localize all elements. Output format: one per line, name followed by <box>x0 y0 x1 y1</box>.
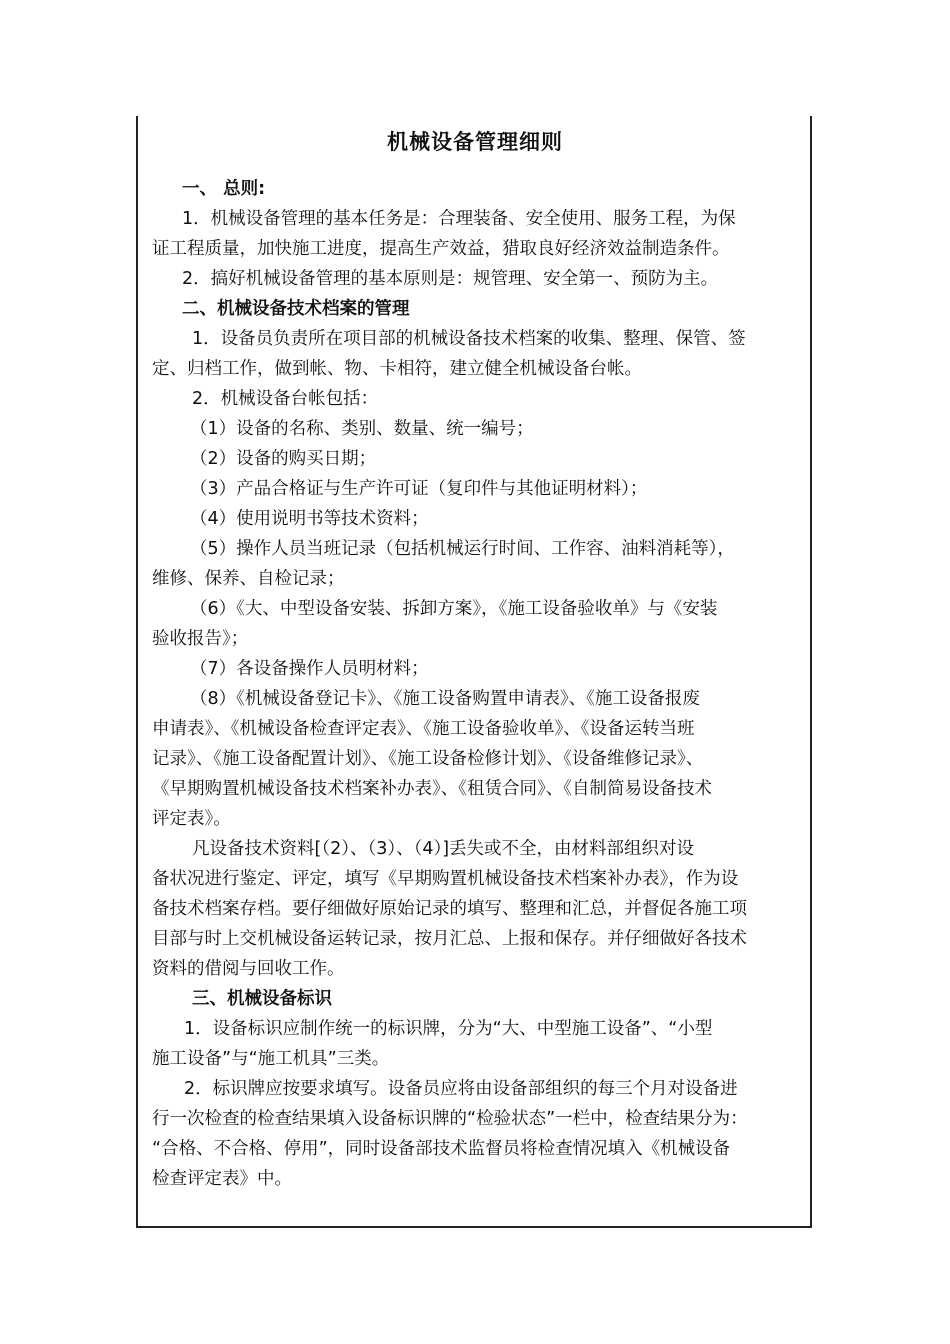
list-item: 《早期购置机械设备技术档案补办表》、《租赁合同》、《自制简易设备技术 <box>152 779 712 799</box>
section-heading-3: 三、机械设备标识 <box>192 989 332 1009</box>
paragraph-line: 1．设备员负责所在项目部的机械设备技术档案的收集、整理、保管、签 <box>192 329 746 349</box>
paragraph-line: 2．搞好机械设备管理的基本原则是：规管理、安全第一、预防为主。 <box>182 269 719 289</box>
paragraph-line: 2．标识牌应按要求填写。设备员应将由设备部组织的每三个月对设备进 <box>184 1079 738 1099</box>
paragraph-line: 目部与时上交机械设备运转记录，按月汇总、上报和保存。并仔细做好各技术 <box>152 929 747 949</box>
list-item: （6）《大、中型设备安装、拆卸方案》，《施工设备验收单》与《安装 <box>190 599 718 619</box>
list-item: （3）产品合格证与生产许可证（复印件与其他证明材料）； <box>190 479 648 499</box>
paragraph-line: 凡设备技术资料[（2）、（3）、（4）]丢失或不全，由材料部组织对设 <box>192 839 695 859</box>
list-item: 记录》、《施工设备配置计划》、《施工设备检修计划》、《设备维修记录》、 <box>152 749 704 769</box>
paragraph-line: 备状况进行鉴定、评定，填写《早期购置机械设备技术档案补办表》，作为设 <box>152 869 739 889</box>
paragraph-line: “合格、不合格、停用”，同时设备部技术监督员将检查情况填入《机械设备 <box>152 1139 731 1159</box>
paragraph-line: 2．机械设备台帐包括： <box>192 389 379 409</box>
paragraph-line: 定、归档工作，做到帐、物、卡相符，建立健全机械设备台帐。 <box>152 359 642 379</box>
list-item: （2）设备的购买日期； <box>190 449 377 469</box>
list-item: （5）操作人员当班记录（包括机械运行时间、工作容、油料消耗等）， <box>190 539 735 559</box>
paragraph-line: 备技术档案存档。要仔细做好原始记录的填写、整理和汇总，并督促各施工项 <box>152 899 747 919</box>
paragraph-line: 资料的借阅与回收工作。 <box>152 959 345 979</box>
list-item: （4）使用说明书等技术资料； <box>190 509 429 529</box>
section-heading-2: 二、机械设备技术档案的管理 <box>182 299 410 319</box>
list-item: 验收报告》； <box>152 629 249 649</box>
paragraph-line: 行一次检查的检查结果填入设备标识牌的“检验状态”一栏中，检查结果分为： <box>152 1109 748 1129</box>
page-title: 机械设备管理细则 <box>387 130 563 154</box>
list-item: 评定表》。 <box>152 809 231 829</box>
paragraph-line: 检查评定表》中。 <box>152 1169 292 1189</box>
list-item: （1）设备的名称、类别、数量、统一编号； <box>190 419 534 439</box>
paragraph-line: 1．设备标识应制作统一的标识牌，分为“大、中型施工设备”、“小型 <box>184 1019 713 1039</box>
list-item: 申请表》、《机械设备检查评定表》、《施工设备验收单》、《设备运转当班 <box>152 719 695 739</box>
paragraph-line: 施工设备”与“施工机具”三类。 <box>152 1049 390 1069</box>
section-heading-1: 一、 总则: <box>182 179 266 199</box>
list-item: 维修、保养、自检记录； <box>152 569 345 589</box>
list-item: （7）各设备操作人员明材料； <box>190 659 429 679</box>
paragraph-line: 证工程质量，加快施工进度，提高生产效益，猎取良好经济效益制造条件。 <box>152 239 730 259</box>
list-item: （8）《机械设备登记卡》、《施工设备购置申请表》、《施工设备报废 <box>190 689 700 709</box>
paragraph-line: 1．机械设备管理的基本任务是：合理装备、安全使用、服务工程，为保 <box>182 209 736 229</box>
